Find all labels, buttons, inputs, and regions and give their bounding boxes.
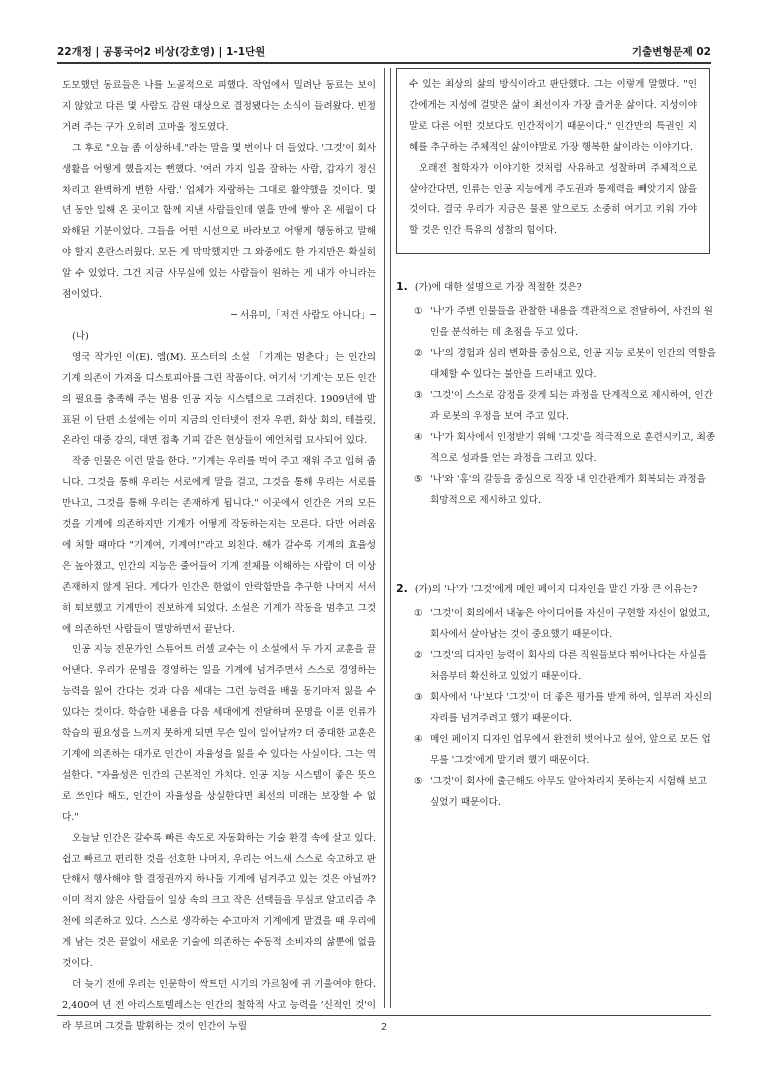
passage-paragraph: 작중 인물은 이런 말을 한다. "기계는 우리를 먹여 주고 재워 주고 입혀 줍니다. 그것을 통해 우리는 서로에게 말을 걸고, 그것을 통해 우리는 서로를 만나고, 그것을 통해 우리는 존재하게 됩니다." 이곳에서 인간은 거의 모든 것을 기계에 의존하지만 기계가 어떻게 작동하는지는 모른다. 다만 어려움에 처할 때마다 "기계여, 기계여!"라고 외친다. 해가 갈수록 기계의 효율성은 높아졌고, 인간의 지능은 줄어들어 기계 전체를 이해하는 사람이 더 이상 존재하지 않게 된다. 게다가 인간은 한없이 안락함만을 추구한 나머지 서서히 퇴보했고 기계만이 진보하게 되었다. 소설은 기계가 작동을 멈추고 그것에 의존하던 사람들이 멸망하면서 끝난다. [62, 456, 376, 635]
question-stem [396, 278, 716, 297]
section-label-b: (나) [72, 330, 89, 342]
option-text: '그것'이 회사에 출근해도 아무도 알아차리지 못하는지 시험해 보고 싶었기 때문이다. [430, 776, 707, 808]
answer-option[interactable] [414, 427, 716, 469]
answer-option[interactable] [414, 771, 716, 813]
footer-rule [57, 1015, 711, 1016]
question-number: 2. [396, 582, 408, 595]
option-text: '나'의 경험과 심리 변화를 중심으로, 인공 지능 로봇이 인간의 역할을 대체할 수 있다는 불안을 드러내고 있다. [430, 348, 716, 380]
question-text: (가)의 '나'가 '그것'에게 메인 페이지 디자인을 맡긴 가장 큰 이유는? [414, 584, 698, 595]
passage-continuation-box [396, 68, 710, 254]
answer-option[interactable] [414, 385, 716, 427]
passage-paragraph: 오래전 철학자가 이야기한 것처럼 사유하고 성찰하며 주체적으로 살아간다면, 인류는 인공 지능에게 주도권과 통제력을 빼앗기지 않을 것이다. 결국 우리가 지금은 물론 앞으로도 소중히 여기고 키워 가야 할 것은 인간 특유의 성찰의 힘이다. [409, 162, 697, 237]
answer-option[interactable] [414, 343, 716, 385]
option-number: ③ [414, 390, 423, 401]
option-text: '그것'이 회의에서 내놓은 아이디어를 자신이 구현할 자신이 없었고, 회사에서 살아남는 것이 중요했기 때문이다. [430, 608, 710, 640]
passage-paragraph: 도모했던 동료들은 나를 노골적으로 피했다. 작업에서 밀려난 동료는 보이지 않았고 다른 몇 사람도 감원 대상으로 결정됐다는 소식이 들려왔다. 빈정거려 주는 구가 오히려 고마울 정도였다. [62, 80, 376, 133]
passage-paragraph: 영국 작가인 이(E). 엠(M). 포스터의 소설 「기계는 멈춘다」는 인간의 기계 의존이 가져올 디스토피아를 그린 작품이다. 여기서 '기계'는 모든 인간의 필요를 충족해 주는 범용 인공 지능 시스템으로 그려진다. 1909년에 발표된 이 단편 소설에는 이미 지금의 인터넷이 전자 우편, 화상 회의, 테블릿, 온라인 대중 강의, 대면 접촉 기피 같은 현상들이 예언처럼 묘사되어 있다. [62, 351, 376, 447]
option-number: ① [414, 608, 423, 619]
column-divider [384, 68, 385, 1008]
answer-options [396, 301, 716, 511]
option-text: '나'가 주변 인물들을 관찰한 내용을 객관적으로 전달하여, 사건의 원인을 분석하는 데 초점을 두고 있다. [430, 306, 713, 338]
option-text: '나'가 회사에서 인정받기 위해 '그것'을 적극적으로 훈련시키고, 최종적으로 성과를 얻는 과정을 그리고 있다. [430, 432, 716, 464]
exam-title: 기출변형문제 02 [631, 46, 711, 58]
question-1 [396, 278, 716, 511]
answer-option[interactable] [414, 603, 716, 645]
answer-option[interactable] [414, 645, 716, 687]
option-number: ① [414, 306, 423, 317]
option-number: ② [414, 348, 423, 359]
page-number: 2 [380, 1022, 388, 1033]
question-text: (가)에 대한 설명으로 가장 적절한 것은? [414, 282, 582, 293]
passage-paragraph: 그 후로 "오늘 좀 이상하네."라는 말을 몇 번이나 더 들었다. '그것'이 회사 생활을 어떻게 했을지는 뻔했다. '여러 가지 일을 잘하는 사람, 갑자기 정신 차리고 완벽하게 변한 사람.' 업체가 자랑하는 그대로 활약했을 것이다. 몇 년 동안 일해 온 곳이고 함께 지낸 사람들인데 열흘 만에 쌓아 온 세월이 다 와해된 기분이었다. 그들을 어떤 시선으로 바라보고 어떻게 행동하고 말해야 할지 혼란스러웠다. 모든 게 막막했지만 그 와중에도 한 가지만은 확실히 알 수 있었다. 그건 지금 사무실에 있는 사람들이 원하는 게 내가 아니라는 점이었다. [62, 142, 376, 301]
option-number: ⑤ [414, 776, 423, 787]
source-citation: ─ 서유미,「저건 사람도 아니다」─ [231, 309, 376, 321]
option-text: 메인 페이지 디자인 업무에서 완전히 벗어나고 싶어, 앞으로 모든 업무를 '그것'에게 맡기려 했기 때문이다. [430, 734, 711, 766]
answer-options [396, 603, 716, 813]
question-2 [396, 580, 716, 813]
option-text: '그것'의 디자인 능력이 회사의 다른 직원들보다 뛰어나다는 사실을 처음부터 확신하고 있었기 때문이다. [430, 650, 707, 682]
passage-paragraph: 수 있는 최상의 삶의 방식이라고 판단했다. 그는 이렇게 말했다. "인간에게는 지성에 걸맞은 삶이 최선이자 가장 즐거운 삶이다. 지성이야말로 다른 어떤 것보다도 인간적이기 때문이다." 인간만의 특권인 지혜를 추구하는 주체적인 삶이야말로 가장 행복한 삶이라는 이야기다. [409, 79, 697, 153]
left-column-passage [62, 76, 376, 1038]
passage-paragraph: 더 늦기 전에 우리는 인문학이 싹트던 시기의 가르침에 귀 기울여야 한다. 2,400여 년 전 아리스토텔레스는 인간의 철학적 사고 능력을 '신적인 것'이라 부르며 그것을 발휘하는 것이 인간이 누릴 [62, 978, 376, 1032]
question-stem [396, 580, 716, 599]
option-number: ④ [414, 432, 423, 443]
answer-option[interactable] [414, 469, 716, 511]
option-number: ④ [414, 734, 423, 745]
option-text: '그것'이 스스로 감정을 갖게 되는 과정을 단계적으로 제시하여, 인간과 로봇의 우정을 보여 주고 있다. [430, 390, 713, 422]
course-info: 22개정 | 공통국어2 비상(강호영) | 1-1단원 [57, 46, 266, 58]
option-number: ③ [414, 692, 423, 703]
option-number: ② [414, 650, 423, 661]
answer-option[interactable] [414, 729, 716, 771]
answer-option[interactable] [414, 687, 716, 729]
passage-paragraph: 인공 지능 전문가인 스튜어트 러셀 교수는 이 소설에서 두 가지 교훈을 끌어낸다. 우리가 문명을 경영하는 일을 기계에 넘겨주면서 스스로 경영하는 능력을 잃어 간다는 것과 다음 세대는 그런 능력을 배울 동기마저 잃을 수 있다는 것이다. 학습한 내용을 다음 세대에게 전달하며 문명을 이룬 인류가 학습의 필요성을 느끼지 못하게 되면 무슨 일이 일어날까? 더 중대한 교훈은 기계에 의존하는 대가로 인간이 자율성을 잃을 수 있다는 사실이다. 그는 역설한다. "자율성은 인간의 근본적인 가치다. 인공 지능 시스템이 좋은 뜻으로 쓰인다 해도, 인간이 자율성을 상실한다면 최선의 미래는 보장할 수 없다." [62, 644, 376, 823]
option-number: ⑤ [414, 474, 423, 485]
passage-paragraph: 오늘날 인간은 갈수록 빠른 속도로 자동화하는 기술 환경 속에 살고 있다. 쉽고 빠르고 편리한 것을 선호한 나머지, 우리는 어느새 스스로 숙고하고 판단해서 행사해야 할 결정권까지 하나둘 기계에 넘겨주고 있는 것은 아닐까? 이미 적지 않은 사람들이 일상 속의 크고 작은 선택들을 무심코 알고리즘 추천에 의존하고 있다. 스스로 생각하는 수고마저 기계에게 맡겼을 때 우리에게 남는 것은 끝없이 새로운 기술에 의존하는 수동적 소비자의 삶뿐에 없을 것이다. [62, 832, 376, 970]
column-divider [390, 68, 391, 1008]
option-text: 회사에서 '나'보다 '그것'이 더 좋은 평가를 받게 하여, 일부러 자신의 자리를 넘겨주려고 했기 때문이다. [430, 692, 713, 724]
question-number: 1. [396, 280, 408, 293]
header-rule [57, 62, 711, 64]
page-header [57, 40, 711, 62]
answer-option[interactable] [414, 301, 716, 343]
option-text: '나'와 '홍'의 갈등을 중심으로 직장 내 인간관계가 회복되는 과정을 희망적으로 제시하고 있다. [430, 474, 706, 506]
